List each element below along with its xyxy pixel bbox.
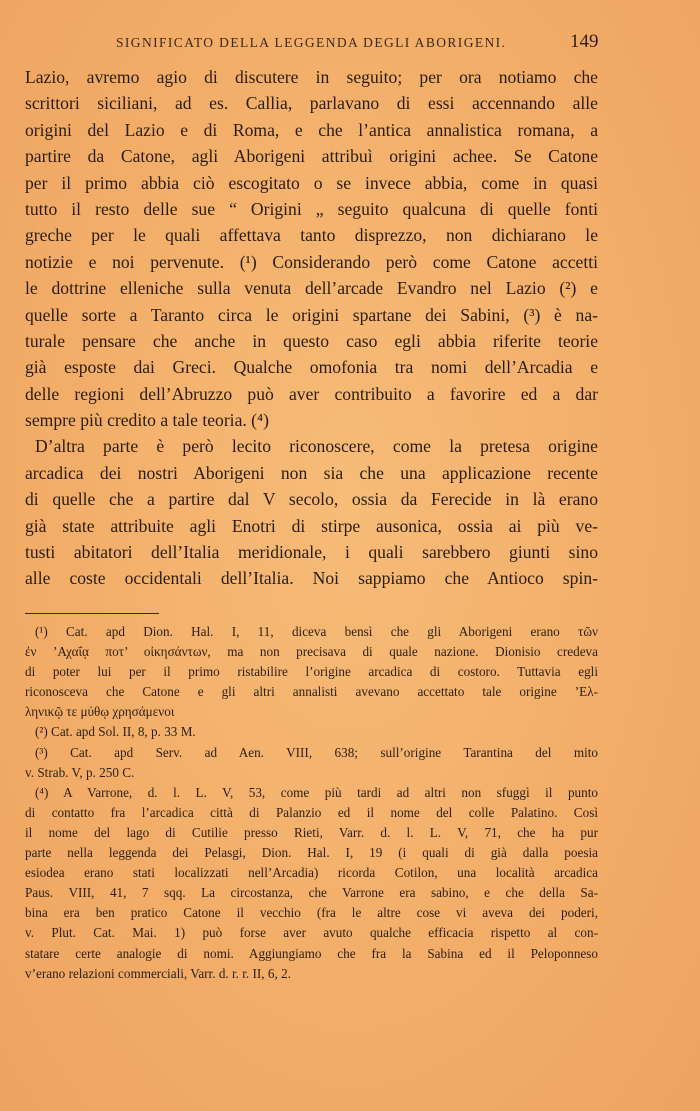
footnote-line: riconosceva che Catone e gli altri annalisti avevano accettato tale origine ’Ελ- (25, 684, 598, 700)
text-line: scrittori siciliani, ad es. Callia, parlavano di essi accennando alle (25, 93, 598, 114)
footnote-line: (¹) Cat. apd Dion. Hal. I, 11, diceva bensì che gli Aborigeni erano τῶν (35, 624, 598, 639)
text-line: turale pensare che anche in questo caso egli abbia riferite teorie (25, 330, 598, 351)
text-line: per il primo abbia ciò escogitato o se invece abbia, come in quasi (25, 172, 598, 193)
text-line: alle coste occidentali dell’Italia. Noi sappiamo che Antioco spin- (25, 568, 598, 589)
footnote-line: esiodea erano stati localizzati nell’Arcadia) ricorda Cotilon, una località arcadica (25, 865, 598, 881)
footnote-line: di poter lui per il primo ristabilire l’origine arcadica di costoro. Tuttavia egli (25, 664, 598, 680)
text-line: delle regioni dell’Abruzzo può aver contribuito a favorire ed a dar (25, 383, 598, 404)
footnote-line: ληνικῷ τε μύθῳ χρησάμενοι (25, 704, 175, 720)
page-number: 149 (570, 31, 599, 52)
text-line: quelle sorte a Taranto circa le origini spartane dei Sabini, (³) è na- (25, 304, 598, 325)
footnote-line: (²) Cat. apd Sol. II, 8, p. 33 M. (35, 724, 196, 740)
footnote-line: v. Strab. V, p. 250 C. (25, 764, 135, 780)
footnote-line: ἐν ’Αχαΐᾳ ποτ’ οἰκησάντων, ma non precisava di quale nazione. Dionisio credeva (25, 644, 598, 660)
running-title: SIGNIFICATO DELLA LEGGENDA DEGLI ABORIGENI. (116, 35, 507, 50)
footnote-line: v’erano relazioni commerciali, Varr. d. r. r. II, 6, 2. (25, 965, 291, 981)
text-line: arcadica dei nostri Aborigeni non sia che una applicazione recente (25, 462, 598, 483)
footnote-line: parte nella leggenda dei Pelasgi, Dion. Hal. I, 19 (i quali di già dalla poesia (25, 845, 598, 861)
text-line: partire da Catone, agli Aborigeni attribuì origini achee. Se Catone (25, 146, 598, 167)
footnote-line: Paus. VIII, 41, 7 sqq. La circostanza, che Varrone era sabino, e che della Sa- (25, 885, 598, 901)
text-line: già state attribuite agli Enotri di stirpe ausonica, ossia ai più ve- (25, 515, 598, 536)
text-line: Lazio, avremo agio di discutere in seguito; per ora notiamo che (25, 67, 598, 87)
footnote-separator (25, 613, 159, 614)
footnote-line: bina era ben pratico Catone il vecchio (fra le altre cose vi aveva dei poderi, (25, 905, 598, 921)
text-line: D’altra parte è però lecito riconoscere, come la pretesa origine (35, 436, 598, 457)
text-line: greche per le quali affettava tanto disprezzo, non dichiarano le (25, 225, 598, 246)
page-header (0, 31, 700, 56)
text-line: sempre più credito a tale teoria. (⁴) (25, 410, 270, 431)
text-line: di quelle che a partire dal V secolo, ossia da Ferecide in là erano (25, 489, 598, 510)
text-line: tusti abitatori dell’Italia meridionale, i quali sarebbero giunti sino (25, 542, 598, 563)
text-line: tutto il resto delle sue “ Origini „ seguito qualcuna di quelle fonti (25, 198, 598, 219)
text-line: le dottrine elleniche sulla venuta dell’arcade Evandro nel Lazio (²) e (25, 278, 598, 299)
footnote-line: (⁴) A Varrone, d. l. L. V, 53, come più tardi ad altri non sfuggì il punto (35, 784, 598, 800)
main-text (25, 64, 598, 592)
footnote-line: il nome del lago di Cutilie presso Rieti, Varr. d. l. L. V, 71, che ha pur (25, 824, 598, 840)
text-line: notizie e noi pervenute. (¹) Considerando però come Catone accetti (25, 251, 598, 272)
text-line: origini del Lazio e di Roma, e che l’antica annalistica romana, a (25, 119, 598, 140)
text-line: già esposte dai Greci. Qualche omofonia tra nomi dell’Arcadia e (25, 357, 598, 378)
footnote-line: di contatto fra l’arcadica città di Palanzio ed il nome del colle Palatino. Così (25, 804, 598, 820)
footnote-line: v. Plut. Cat. Mai. 1) può forse aver avuto qualche efficacia rispetto al con- (25, 925, 598, 941)
footnote-line: (³) Cat. apd Serv. ad Aen. VIII, 638; sull’origine Tarantina del mito (35, 744, 598, 760)
footnote-line: statare certe analogie di nomi. Aggiungiamo che fra la Sabina ed il Peloponneso (25, 945, 598, 961)
footnotes (25, 622, 598, 984)
